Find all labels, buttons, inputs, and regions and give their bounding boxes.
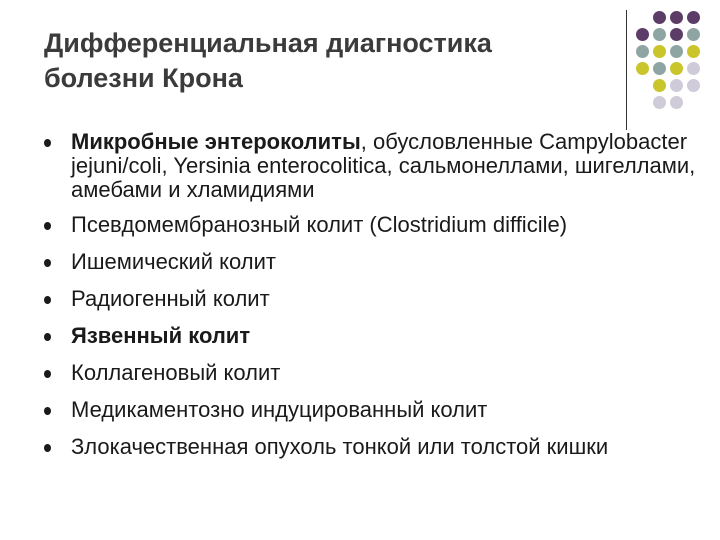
bullet-text: Злокачественная опухоль тонкой или толстой кишки	[71, 434, 609, 459]
bullet-item	[44, 250, 714, 274]
title-line-1: Дифференциальная диагностика	[44, 28, 492, 58]
decorative-dot	[670, 28, 683, 41]
decorative-dot	[636, 96, 649, 109]
decorative-dot	[670, 62, 683, 75]
bullet-dot-icon	[44, 259, 51, 267]
title-line-2: болезни Крона	[44, 63, 243, 93]
decorative-dot	[636, 45, 649, 58]
bullet-text: Медикаментозно индуцированный колит	[71, 397, 488, 422]
decorative-dot	[687, 96, 700, 109]
decorative-dot	[687, 79, 700, 92]
decorative-dot	[636, 79, 649, 92]
decorative-dot	[670, 79, 683, 92]
bullet-list	[44, 130, 714, 472]
bullet-text: Радиогенный колит	[71, 286, 270, 311]
decorative-dot	[653, 62, 666, 75]
bullet-dot-icon	[44, 296, 51, 304]
bullet-item	[44, 130, 714, 202]
decorative-dot-grid	[636, 11, 700, 109]
bullet-item	[44, 287, 714, 311]
decorative-dot	[636, 11, 649, 24]
bullet-dot-icon	[44, 444, 51, 452]
decorative-dot	[670, 11, 683, 24]
bullet-dot-icon	[44, 139, 51, 147]
bullet-text: Ишемический колит	[71, 249, 276, 274]
bullet-item	[44, 213, 714, 237]
decorative-dot	[653, 79, 666, 92]
bullet-item	[44, 435, 714, 459]
decorative-divider	[626, 10, 627, 130]
decorative-dot	[670, 45, 683, 58]
decorative-dot	[687, 45, 700, 58]
bullet-item	[44, 398, 714, 422]
bullet-text: Псевдомембранозный колит (Clostridium difficile)	[71, 212, 568, 237]
decorative-dot	[653, 45, 666, 58]
decorative-dot	[653, 28, 666, 41]
bullet-dot-icon	[44, 407, 51, 415]
decorative-dot	[636, 62, 649, 75]
bullet-item	[44, 361, 714, 385]
bullet-text: Коллагеновый колит	[71, 360, 281, 385]
decorative-dot	[687, 62, 700, 75]
decorative-dot	[687, 11, 700, 24]
bullet-bold-text: Микробные энтероколиты	[71, 129, 361, 154]
bullet-item	[44, 324, 714, 348]
decorative-dot	[687, 28, 700, 41]
bullet-dot-icon	[44, 370, 51, 378]
decorative-dot	[653, 11, 666, 24]
bullet-dot-icon	[44, 333, 51, 341]
bullet-text: , обусловленные Campylobacter jejuni/coli, Yersinia enterocolitica, сальмонеллами, шигеллами, амебами и хламидиями	[71, 129, 696, 202]
decorative-dot	[670, 96, 683, 109]
decorative-dot	[653, 96, 666, 109]
slide-title	[44, 26, 492, 96]
bullet-bold-text: Язвенный колит	[71, 323, 251, 348]
decorative-dot	[636, 28, 649, 41]
bullet-dot-icon	[44, 222, 51, 230]
